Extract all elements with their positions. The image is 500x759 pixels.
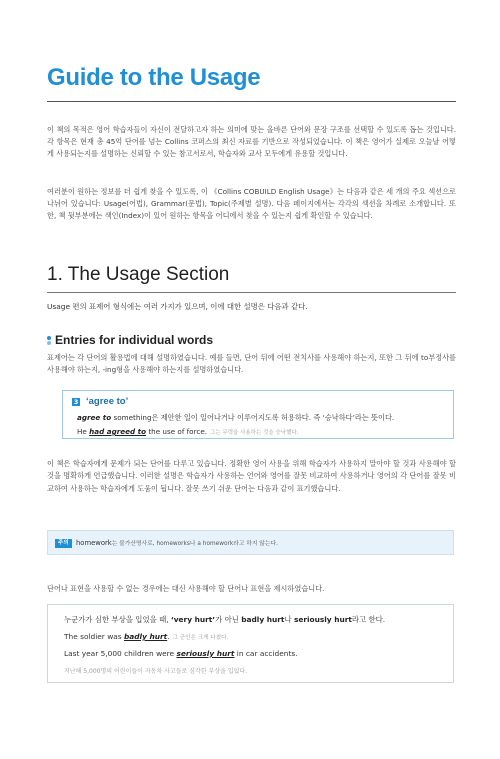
intro-paragraph-2: 여러분이 원하는 정보를 더 쉽게 찾을 수 있도록, 이 《Collins COBUILD English Usage》는 다음과 같은 세 개의 주요 섹션으로 나뉘어 있습니다: Usage(어법), Grammar(문법), Topic(주제별 설명). 다음 페이지에서는 각각의 섹션을 차례로 소개합니다. 또한, 책 뒷부분에는 색인(Index)이 있어 원하는 항목을 어디에서 찾을 수 있는지 쉽게 확인할 수 있습니다. [47,187,456,220]
section-intro: Usage 편의 표제어 형식에는 여러 가지가 있으며, 이에 대한 설명은 다음과 같다. [47,302,308,311]
entry-keyword: ‘agree to’ [86,396,129,407]
alt-rule-line: 누군가가 심한 부상을 입었을 때, ‘very hurt’가 아닌 badly hurt나 seriously hurt라고 한다. [64,615,386,624]
entry-definition: agree to something은 제안한 일이 일어나거나 이루어지도록 허용하다. 즉 ‘승낙하다’라는 뜻이다. [77,413,395,422]
entry-example-translation: 그는 무력을 사용하는 것을 승낙했다. [210,430,299,436]
entry-example: He had agreed to the use of force. 그는 무력을 사용하는 것을 승낙했다. [77,427,299,436]
alt-example-2-translation: 지난해 5,000명의 어린이들이 자동차 사고들로 심각한 부상을 입었다. [64,668,248,675]
alternatives-example-box [47,604,454,683]
alt-example-2: Last year 5,000 children were seriously hurt in car accidents. [64,649,298,658]
entry-example-box [62,390,454,439]
note-box [47,530,454,555]
page-title: Guide to the Usage [47,64,261,91]
alternatives-paragraph: 단어나 표현을 사용할 수 없는 경우에는 대신 사용해야 할 단어나 표현을 제시하였습니다. [47,584,325,593]
section-heading: 1. The Usage Section [47,264,230,285]
alt-example-1: The soldier was badly hurt. 그 군인은 크게 다쳤다. [64,632,229,641]
entries-paragraph: 표제어는 각 단어의 활용법에 대해 설명하였습니다. 예를 들면, 단어 뒤에 어떤 전치사를 사용해야 하는지, 또한 그 뒤에 to부정사를 사용해야 하는지, -ing형을 사용해야 하는지를 설명하였습니다. [47,353,456,374]
intro-paragraph-1: 이 책의 목적은 영어 학습자들이 자신이 전달하고자 하는 의미에 맞는 올바른 단어와 문장 구조를 선택할 수 있도록 돕는 것입니다. 각 항목은 현재 총 45억 단어를 넘는 Collins 코퍼스의 최신 자료를 기반으로 작성되었습니다. 이 책은 영어가 실제로 오늘날 어떻게 사용되는지를 설명하는 신뢰할 수 있는 참고서로서, 학습자와 교사 모두에게 유용할 것입니다. [47,125,456,158]
title-divider [47,101,456,102]
section-divider [47,292,456,293]
bullet-dots-icon [47,336,53,346]
note-text: homework는 불가산명사로, homeworks나 a homework라고 하지 않는다. [76,539,278,547]
entry-number-badge: 3 [73,398,79,406]
subheading [47,333,213,347]
problem-words-paragraph: 이 책은 학습자에게 문제가 되는 단어를 다루고 있습니다. 정확한 영어 사용을 위해 학습자가 사용하지 말아야 할 것과 사용해야 할 것을 명확하게 언급했습니다. 이러한 설명은 학습자가 사용하는 언어와 영어를 잘못 비교하여 사용하거나 영어의 각 단어를 잘못 비교하여 사용하는 학습자에게 도움이 됩니다. 잘못 쓰기 쉬운 단어는 다음과 같이 표기했습니다. [47,459,456,493]
subheading-text: Entries for individual words [55,333,214,347]
note-tag: 주의 [55,539,72,548]
